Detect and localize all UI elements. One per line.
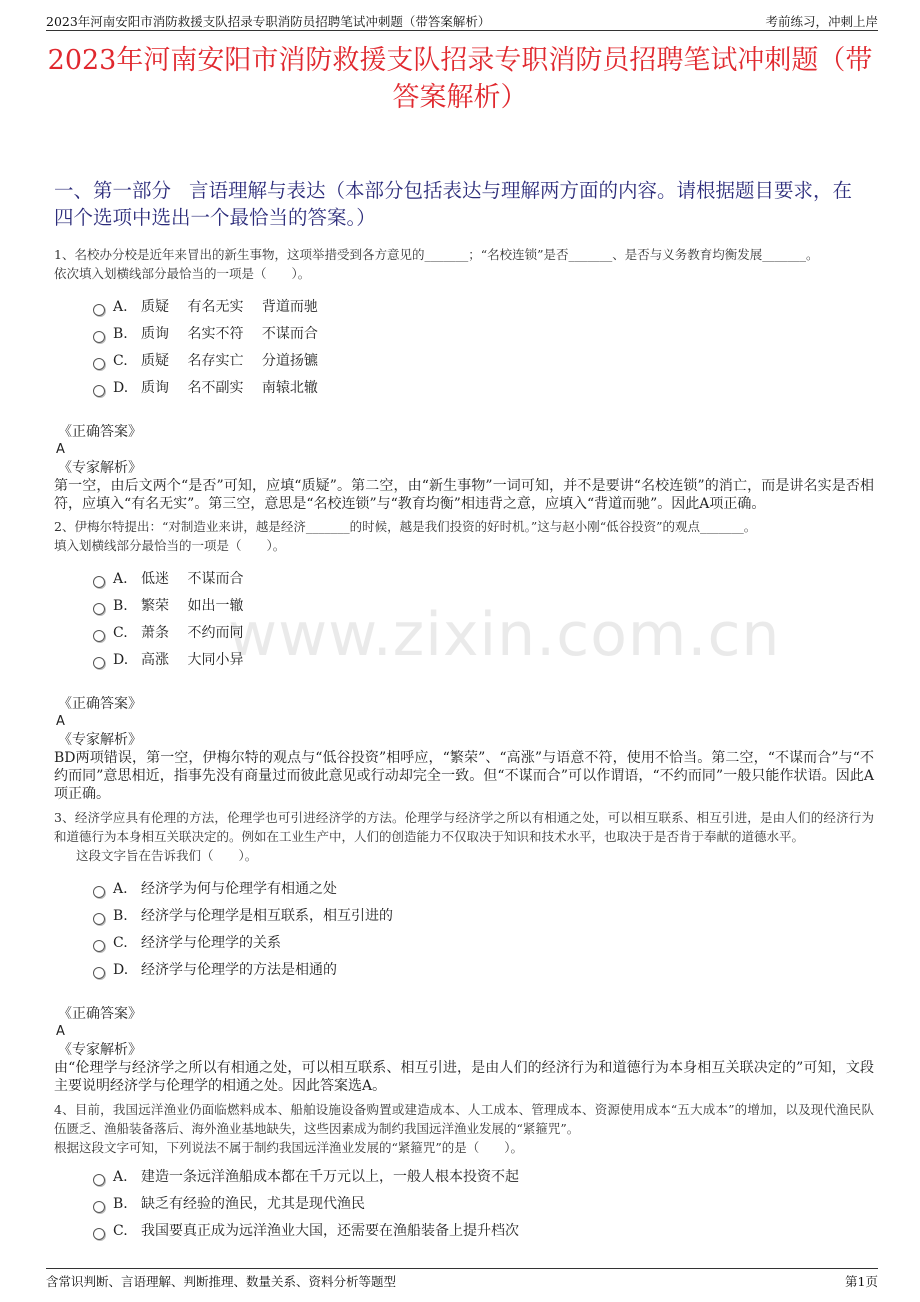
option-list [93,565,874,673]
header-doc-title: 2023年河南安阳市消防救援支队招录专职消防员招聘笔试冲刺题（带答案解析） [46,14,491,29]
option-text: 质询 名实不符 不谋而合 [141,325,318,342]
option-key: D. [113,379,129,396]
radio-icon[interactable] [93,385,105,397]
analysis-label: 《专家解析》 [58,460,142,476]
question-stem: 3、经济学应具有伦理的方法，伦理学也可引进经济学的方法。伦理学与经济学之所以有相通之处，可以相互联系、相互引进，是由人们的经济行为和道德行为本身相互关联决定的。例如在工业生产中，人们的创造能力不仅取决于知识和技术水平，也取决于是否肯于奉献的道德水平。 [54,810,874,844]
option-text: 质疑 有名无实 背道而驰 [141,298,318,315]
radio-icon[interactable] [93,967,105,979]
question-4 [54,1100,874,1244]
option-c[interactable] [93,619,874,646]
document-title: 2023年河南安阳市消防救援支队招录专职消防员招聘笔试冲刺题（带答案解析） [47,45,873,113]
option-key: A. [113,880,128,897]
analysis-text: 由“伦理学与经济学之所以有相通之处，可以相互联系、相互引进，是由人们的经济行为和道德行为本身相互关联决定的”可知，文段主要说明经济学与伦理学的相通之处。因此答案选A。 [54,1060,874,1094]
section-description: 言语理解与表达（本部分包括表达与理解两方面的内容。请根据题目要求，在四个选项中选出一个最恰当的答案。） [54,179,853,229]
option-list [93,293,874,401]
section-part: 一、第一部分 [54,179,172,202]
radio-icon[interactable] [93,358,105,370]
question-3 [54,808,874,1095]
option-c[interactable] [93,347,874,374]
page-footer [46,1268,878,1289]
footer-question-types: 含常识判断、言语理解、判断推理、数量关系、资料分析等题型 [46,1274,397,1289]
option-d[interactable] [93,956,874,983]
correct-answer: A [56,714,65,729]
option-list [93,875,874,983]
option-a[interactable] [93,875,874,902]
option-text: 质询 名不副实 南辕北辙 [141,379,318,396]
question-prompt: 依次填入划横线部分最恰当的一项是（ ）。 [54,266,311,281]
question-prompt: 根据这段文字可知，下列说法不属于制约我国远洋渔业发展的“紧箍咒”的是（ ）。 [54,1140,524,1155]
option-text: 经济学为何与伦理学有相通之处 [141,880,337,897]
option-b[interactable] [93,592,874,619]
option-text: 经济学与伦理学的关系 [141,934,281,951]
option-a[interactable] [93,565,874,592]
option-key: A. [113,298,128,315]
option-key: C. [113,624,128,641]
option-b[interactable] [93,1190,874,1217]
answer-label: 《正确答案》 [58,1006,142,1022]
option-d[interactable] [93,374,874,401]
answer-block [54,1005,874,1095]
question-prompt: 填入划横线部分最恰当的一项是（ ）。 [54,538,286,553]
option-key: B. [113,597,128,614]
correct-answer: A [56,442,65,457]
question-1 [54,245,874,513]
question-stem: 2、伊梅尔特提出：“对制造业来讲，越是经济_______的时候，越是我们投资的好时机。”这与赵小刚“低谷投资”的观点_______。 [54,519,757,534]
radio-icon[interactable] [93,304,105,316]
page-number: 第1页 [845,1274,878,1289]
radio-icon[interactable] [93,1201,105,1213]
analysis-text: BD两项错误，第一空，伊梅尔特的观点与“低谷投资”相呼应，“繁荣”、“高涨”与语意不符，使用不恰当。第二空，“不谋而合”与“不约而同”意思相近，指事先没有商量过而彼此意见或行动却完全一致。但“不谋而合”可以作谓语，“不约而同”一般只能作状语。因此A项正确。 [54,750,874,802]
option-key: D. [113,961,129,978]
option-key: C. [113,352,128,369]
answer-block [54,695,874,803]
radio-icon[interactable] [93,913,105,925]
option-text: 低迷 不谋而合 [141,570,244,587]
option-text: 经济学与伦理学的方法是相通的 [141,961,337,978]
radio-icon[interactable] [93,886,105,898]
option-key: D. [113,651,129,668]
answer-block [54,423,874,513]
analysis-text: 第一空，由后文两个“是否”可知，应填“质疑”。第二空，由“新生事物”一词可知，并不是要讲“名校连锁”的消亡，而是讲名实是否相符，应填入“有名无实”。第三空，意思是“名校连锁”与“教育均衡”相违背之意，应填入“背道而驰”。因此A项正确。 [54,478,874,512]
option-d[interactable] [93,646,874,673]
option-key: A. [113,1168,128,1185]
option-text: 缺乏有经验的渔民，尤其是现代渔民 [141,1195,365,1212]
option-key: C. [113,934,128,951]
option-c[interactable] [93,929,874,956]
option-b[interactable] [93,320,874,347]
option-a[interactable] [93,293,874,320]
radio-icon[interactable] [93,657,105,669]
answer-label: 《正确答案》 [58,696,142,712]
question-stem: 1、名校办分校是近年来冒出的新生事物，这项举措受到各方意见的_______；“名校连锁”是否_______、是否与义务教育均衡发展_______。 [54,247,819,262]
option-list [93,1163,874,1244]
option-text: 我国要真正成为远洋渔业大国，还需要在渔船装备上提升档次 [141,1222,519,1239]
option-text: 经济学与伦理学是相互联系，相互引进的 [141,907,393,924]
option-key: B. [113,325,128,342]
option-key: B. [113,907,128,924]
option-text: 繁荣 如出一辙 [141,597,244,614]
question-prompt: 这段文字旨在告诉我们（ ）。 [76,848,258,863]
correct-answer: A [56,1024,65,1039]
analysis-label: 《专家解析》 [58,1042,142,1058]
radio-icon[interactable] [93,331,105,343]
option-c[interactable] [93,1217,874,1244]
question-2 [54,517,874,803]
option-text: 建造一条远洋渔船成本都在千万元以上，一般人根本投资不起 [141,1168,519,1185]
option-text: 高涨 大同小异 [141,651,244,668]
radio-icon[interactable] [93,603,105,615]
radio-icon[interactable] [93,1174,105,1186]
analysis-label: 《专家解析》 [58,732,142,748]
option-a[interactable] [93,1163,874,1190]
option-key: A. [113,570,128,587]
answer-label: 《正确答案》 [58,424,142,440]
option-b[interactable] [93,902,874,929]
section-heading [54,177,870,231]
option-key: B. [113,1195,128,1212]
radio-icon[interactable] [93,576,105,588]
option-key: C. [113,1222,128,1239]
watermark: www.zixin.com.cn [228,600,781,670]
radio-icon[interactable] [93,1228,105,1240]
radio-icon[interactable] [93,630,105,642]
option-text: 萧条 不约而同 [141,624,244,641]
page-header [46,10,878,31]
header-slogan: 考前练习，冲刺上岸 [765,14,878,29]
option-text: 质疑 名存实亡 分道扬镳 [141,352,318,369]
question-stem: 4、目前，我国远洋渔业仍面临燃料成本、船舶设施设备购置或建造成本、人工成本、管理成本、资源使用成本“五大成本”的增加，以及现代渔民队伍匮乏、渔船装备落后、海外渔业基地缺失，这些因素成为制约我国远洋渔业发展的“紧箍咒”。 [54,1102,874,1136]
radio-icon[interactable] [93,940,105,952]
